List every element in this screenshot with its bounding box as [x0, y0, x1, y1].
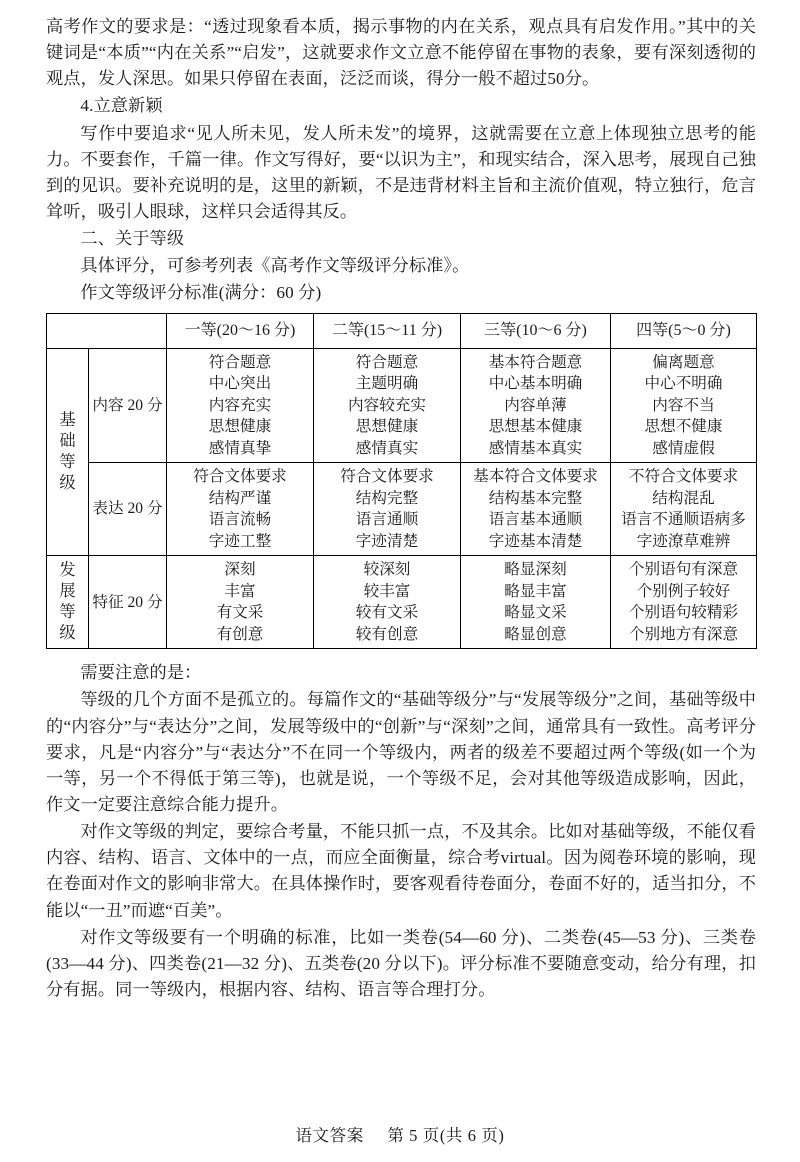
paragraph-essay-requirement: 高考作文的要求是：“透过现象看本质，揭示事物的内在关系，观点具有启发作用。”其中的关键词是“本质”“内在关系”“启发”，这就要求作文立意不能停留在事物的表象，要有深刻透彻的观点，发人深思。如果只停留在表面，泛泛而谈，得分一般不超过50分。: [46, 17, 756, 89]
cell-content-level-2: 符合题意 主题明确 内容较充实 思想健康 感情真实: [314, 348, 461, 463]
table-header-row: [47, 313, 757, 348]
cell-content-level-1: 符合题意 中心突出 内容充实 思想健康 感情真挚: [167, 348, 314, 463]
paragraph-note-intro: 需要注意的是：: [80, 663, 202, 683]
paragraph-refer-to-table: 具体评分，可参考列表《高考作文等级评分标准》。: [80, 256, 470, 276]
table-corner-cell: [47, 313, 167, 348]
table-row-features: [47, 556, 757, 649]
cell-expression-level-1: 符合文体要求 结构严谨 语言流畅 字迹工整: [167, 463, 314, 556]
spacer: [46, 653, 756, 660]
cell-expression-level-3: 基本符合文体要求 结构基本完整 语言基本通顺 字迹基本清楚: [461, 463, 611, 556]
paragraph-block-top: [46, 14, 756, 307]
paragraph-note-consistency: 等级的几个方面不是孤立的。每篇作文的“基础等级分”与“发展等级分”之间，基础等级中的“内容分”与“表达分”之间，发展等级中的“创新”与“深刻”之间，通常具有一致性。高考评分要求，凡是“内容分”与“表达分”不在同一个等级内，两者的级差不要超过两个等级(如一个为一等，另一个不得低于第三等)，也就是说，一个等级不足，会对其他等级造成影响，因此，作文一定要注意综合能力提升。: [46, 690, 756, 815]
table-row-expression: [47, 463, 757, 556]
heading-about-grades: 二、关于等级: [80, 229, 185, 249]
paragraph-note-judgement: 对作文等级的判定，要综合考量，不能只抓一点，不及其余。比如对基础等级，不能仅看内容、结构、语言、文体中的一点，而应全面衡量，综合考virtual。因为阅卷环境的影响，现在卷面对作文的影响非常大。在具体操作时，要客观看待卷面分，卷面不好的，适当扣分，不能以“一丑”而遮“百美”。: [46, 822, 756, 920]
group-label-basic: 基 础 等 级: [47, 348, 89, 556]
paragraph-note-standard: 对作文等级要有一个明确的标准，比如一类卷(54—60 分)、二类卷(45—53 分)、三类卷(33—44 分)、四类卷(21—32 分)、五类卷(20 分以下)。评分标准不要随意变动，给分有理，扣分有据。同一等级内，根据内容、结构、语言等合理打分。: [46, 927, 756, 1000]
category-content: 内容 20 分: [89, 348, 167, 463]
cell-expression-level-4: 不符合文体要求 结构混乱 语言不通顺语病多 字迹潦草难辨: [611, 463, 757, 556]
category-expression: 表达 20 分: [89, 463, 167, 556]
cell-features-level-1: 深刻 丰富 有文采 有创意: [167, 556, 314, 649]
footer-subject: 语文答案: [295, 1126, 364, 1145]
cell-content-level-4: 偏离题意 中心不明确 内容不当 思想不健康 感情虚假: [611, 348, 757, 463]
cell-content-level-3: 基本符合题意 中心基本明确 内容单薄 思想基本健康 感情基本真实: [461, 348, 611, 463]
heading-novel-conception: 4.立意新颖: [80, 96, 163, 116]
cell-expression-level-2: 符合文体要求 结构完整 语言通顺 字迹清楚: [314, 463, 461, 556]
column-header-level-2: 二等(15～11 分): [314, 313, 461, 348]
table-caption: 作文等级评分标准(满分：60 分): [80, 283, 322, 303]
paragraph-block-bottom: [46, 660, 756, 1003]
paragraph-novel-conception: 写作中要追求“见人所未见，发人所未发”的境界，这就需要在立意上体现独立思考的能力。不要套作，千篇一律。作文写得好，要“以识为主”，和现实结合，深入思考，展现自己独到的见识。要补充说明的是，这里的新颖，不是违背材料主旨和主流价值观，特立独行，危言耸听，吸引人眼球，这样只会适得其反。: [46, 123, 756, 221]
grade-scoring-table: [46, 313, 757, 650]
footer-page-number: 第 5 页(共 6 页): [387, 1126, 505, 1145]
column-header-level-3: 三等(10～6 分): [461, 313, 611, 348]
column-header-level-4: 四等(5～0 分): [611, 313, 757, 348]
cell-features-level-3: 略显深刻 略显丰富 略显文采 略显创意: [461, 556, 611, 649]
category-features: 特征 20 分: [89, 556, 167, 649]
table-row-content: [47, 348, 757, 463]
page-footer: [0, 1122, 800, 1146]
cell-features-level-2: 较深刻 较丰富 较有文采 较有创意: [314, 556, 461, 649]
cell-features-level-4: 个别语句有深意 个别例子较好 个别语句较精彩 个别地方有深意: [611, 556, 757, 649]
column-header-level-1: 一等(20～16 分): [167, 313, 314, 348]
group-label-development: 发 展 等 级: [47, 556, 89, 649]
